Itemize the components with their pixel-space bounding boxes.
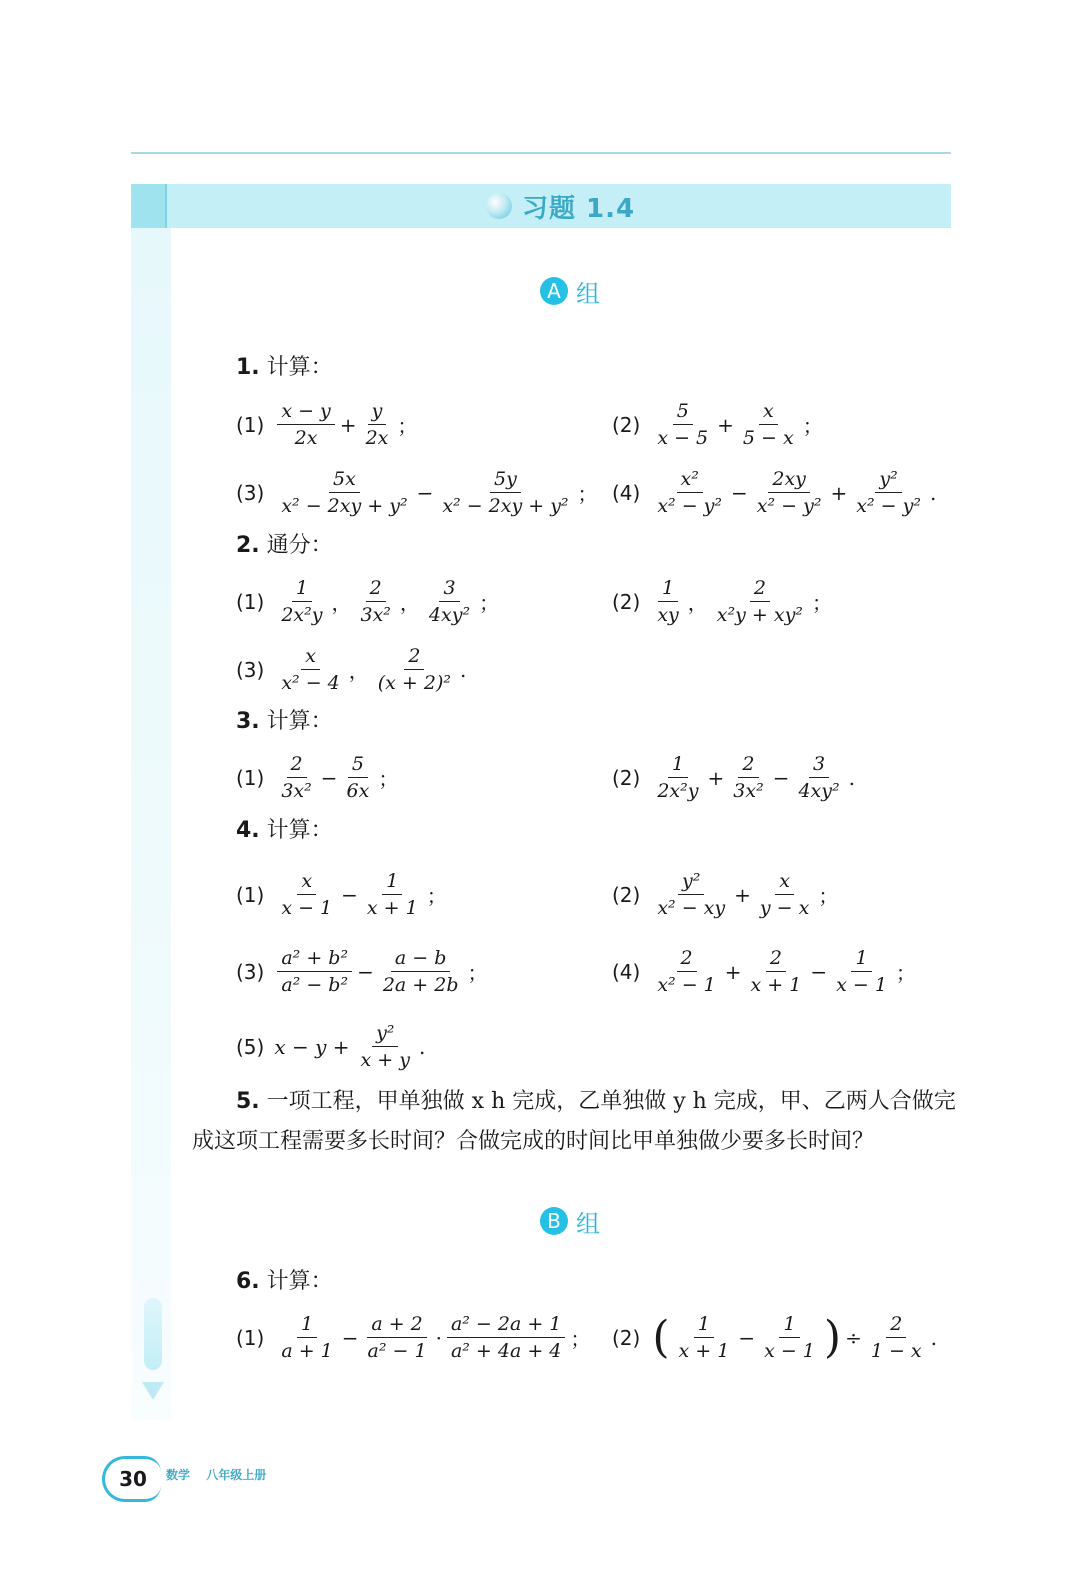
- scroll-indicator: [144, 1298, 162, 1370]
- part-label: (2): [612, 765, 641, 790]
- group-a-badge: A: [540, 277, 568, 305]
- fraction: 1 2x²y: [657, 753, 699, 802]
- top-rule: [131, 152, 951, 154]
- part-label: (2): [612, 1325, 641, 1350]
- fraction: $\frac{2}{\text{3x²}}$: [733, 753, 764, 802]
- footer-subject: 数学: [166, 1468, 191, 1482]
- fraction: $\frac{x}{y - x}$: [759, 870, 810, 919]
- q1-part-2: (2) 5 x − 5 + $\frac{x}{5 - x}$ ；: [612, 400, 823, 449]
- fraction: x − y 2x: [277, 400, 334, 449]
- question-5-text-1: 一项工程，甲单独做 x h 完成，乙单独做 y h 完成，甲、乙两人合做完: [266, 1089, 956, 1114]
- question-5-line-1: [236, 1082, 956, 1122]
- q2-part-3: (3) x x² − 4 ， 2 (x + 2)² .: [236, 645, 467, 694]
- q4-part-3: (3) a² + b² a² − b² − $\frac{a - b}{2a + 2b}$ ；: [236, 947, 488, 996]
- group-b-heading: [540, 1205, 600, 1237]
- fraction: $\frac{1}{x + 1}$: [366, 870, 418, 919]
- fraction: 1 2x²y: [281, 577, 323, 626]
- part-label: (1): [236, 882, 265, 907]
- q4-part-2: (2) y² x² − xy + $\frac{x}{y - x}$ ；: [612, 870, 839, 919]
- question-4: [236, 816, 333, 846]
- question-1-text: 计算：: [266, 355, 333, 380]
- question-4-text: 计算：: [266, 818, 333, 843]
- question-6-text: 计算：: [266, 1269, 333, 1294]
- question-2-text: 通分：: [266, 533, 333, 558]
- fraction: $\frac{a - b}{2a + 2b}$: [382, 947, 459, 996]
- fraction: $\frac{2xy}{\text{x² − y²}}$: [756, 468, 822, 517]
- section-title-text: 习题 1.4: [522, 193, 636, 224]
- fraction: $\frac{5y}{\text{x² − 2xy + y²}}$: [442, 468, 569, 517]
- fraction: $\frac{1}{x - 1}$: [836, 947, 887, 996]
- fraction: 2 (x + 2)²: [377, 645, 452, 694]
- q2-part-1: (1) 1 2x²y ， 2 3x² ， 3 4xy² ；: [236, 577, 500, 626]
- q2-part-2: (2) 1 xy ， 2 x²y + xy² ；: [612, 577, 832, 626]
- q1-part-3: (3) 5x x² − 2xy + y² − $\frac{5y}{\text{x² − 2xy + y²}}$ ；: [236, 468, 598, 517]
- fraction: x x − 1: [281, 870, 333, 919]
- part-label: (4): [612, 480, 641, 505]
- down-arrow-icon: [142, 1382, 164, 1400]
- part-label: (2): [612, 412, 641, 437]
- fraction: x x² − 4: [281, 645, 340, 694]
- question-6: [236, 1267, 333, 1297]
- fraction: $\frac{x}{5 - x}$: [742, 400, 794, 449]
- fraction: $\frac{2}{1 - x}$: [870, 1313, 922, 1362]
- group-b-badge: B: [540, 1207, 568, 1235]
- question-2-number: 2.: [236, 533, 260, 558]
- question-3-number: 3.: [236, 709, 260, 734]
- fraction: $\frac{3}{\text{4xy²}}$: [798, 753, 840, 802]
- q6-part-2: (2) ( 1 x + 1 − $\frac{1}{x - 1}$ ) ÷ $\frac{2}{1 - x}$ .: [612, 1311, 938, 1363]
- part-label: (1): [236, 589, 265, 614]
- part-label: (3): [236, 480, 265, 505]
- q6-part-1: (1) 1 a + 1 − $\frac{a + 2}{\text{a² − 1}}$ · a² − 2a + 1 a² + 4a + 4 ；: [236, 1313, 591, 1362]
- question-1: [236, 353, 333, 383]
- group-a-heading: [540, 275, 600, 307]
- part-label: (3): [236, 959, 265, 984]
- q3-part-1: (1) 2 3x² − $\frac{5}{6x}$ ；: [236, 753, 399, 802]
- fraction: 2 3x²: [360, 577, 391, 626]
- fraction: 5x x² − 2xy + y²: [281, 468, 408, 517]
- fraction: 1 xy: [657, 577, 679, 626]
- fraction: $\frac{5}{6x}$: [346, 753, 370, 802]
- part-label: (1): [236, 765, 265, 790]
- part-label: (1): [236, 412, 265, 437]
- q4-part-1: (1) x x − 1 − $\frac{1}{x + 1}$ ；: [236, 870, 447, 919]
- fraction: $\frac{y}{2x}$: [365, 400, 389, 449]
- fraction: a² + b² a² − b²: [277, 947, 352, 996]
- footer-grade: 八年级上册: [206, 1468, 267, 1482]
- question-1-number: 1.: [236, 355, 260, 380]
- question-3: [236, 707, 333, 737]
- part-label: (3): [236, 657, 265, 682]
- question-4-number: 4.: [236, 818, 260, 843]
- fraction: 1 a + 1: [281, 1313, 333, 1362]
- fraction: 1 x + 1: [678, 1313, 730, 1362]
- fraction: $\frac{2}{x + 1}$: [750, 947, 802, 996]
- part-label: (1): [236, 1325, 265, 1350]
- question-5-line-2: 成这项工程需要多长时间？合做完成的时间比甲单独做少要多长时间？: [192, 1129, 875, 1154]
- part-label: (5): [236, 1034, 265, 1059]
- q4-part-4: (4) 2 x² − 1 + $\frac{2}{x + 1}$ − $\frac{1}{x - 1}$ ；: [612, 947, 916, 996]
- question-3-text: 计算：: [266, 709, 333, 734]
- part-label: (2): [612, 882, 641, 907]
- question-6-number: 6.: [236, 1269, 260, 1294]
- q1-part-4: (4) x² x² − y² − $\frac{2xy}{\text{x² − y²}}$ + $\frac{\text{y²}}{\text{x² − y²}}$ .: [612, 468, 937, 517]
- q4-part-5: (5) x − y + $\frac{\text{y²}}{x + y}$ .: [236, 1022, 426, 1071]
- page-number: 30: [102, 1456, 161, 1502]
- section-title: [486, 188, 635, 224]
- footer-book-title: [166, 1466, 278, 1483]
- fraction: $\frac{a + 2}{\text{a² − 1}}$: [367, 1313, 427, 1362]
- part-label: (4): [612, 959, 641, 984]
- fraction: 2 x²y + xy²: [716, 577, 803, 626]
- fraction: $\frac{\text{y²}}{x + y}$: [360, 1022, 410, 1071]
- banner-block: [131, 184, 167, 228]
- fraction: 5 x − 5: [657, 400, 709, 449]
- question-2: [236, 531, 333, 561]
- group-a-label: 组: [576, 279, 600, 308]
- question-5-number: 5.: [236, 1089, 260, 1114]
- bulb-icon: [486, 193, 512, 219]
- q3-part-2: (2) 1 2x²y + $\frac{2}{\text{3x²}}$ − $\frac{3}{\text{4xy²}}$ .: [612, 753, 855, 802]
- q1-part-1: (1) x − y 2x + $\frac{y}{2x}$ ；: [236, 400, 418, 449]
- fraction: a² − 2a + 1 a² + 4a + 4: [447, 1313, 565, 1362]
- fraction: $\frac{1}{x - 1}$: [764, 1313, 815, 1362]
- fraction: 2 3x²: [281, 753, 312, 802]
- fraction: x² x² − y²: [657, 468, 723, 517]
- fraction: $\frac{\text{y²}}{\text{x² − y²}}$: [856, 468, 921, 517]
- side-strip: [131, 184, 171, 1420]
- group-b-label: 组: [576, 1209, 600, 1238]
- fraction: y² x² − xy: [657, 870, 726, 919]
- fraction: 2 x² − 1: [657, 947, 716, 996]
- fraction: 3 4xy²: [428, 577, 471, 626]
- part-label: (2): [612, 589, 641, 614]
